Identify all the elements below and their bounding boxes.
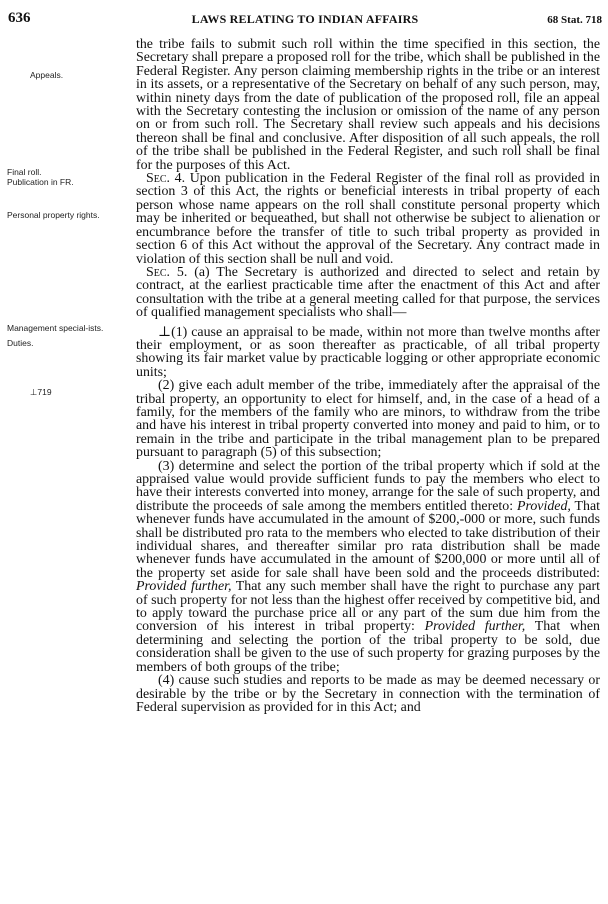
section-4-label: Sec. 4. xyxy=(146,171,186,187)
running-title: LAWS RELATING TO INDIAN AFFAIRS xyxy=(191,12,419,26)
proviso-2: Provided further, xyxy=(136,579,232,595)
body-text xyxy=(136,38,600,714)
item-1: ⊥(1) cause an appraisal to be made, within not more than twelve months after their employment, or as soon thereafter as practicable, of all tribal property showing its fair market value by practicable logging or other appropriate economic units; xyxy=(136,324,600,380)
sidenote-appeals: Appeals. xyxy=(30,70,64,80)
section-4 xyxy=(136,172,600,266)
section-5 xyxy=(136,266,600,320)
item-4: (4) cause such studies and reports to be made as may be deemed necessary or desirable by the tribe or by the Secretary in connection with the termination of Federal supervision as provided for in this Act; and xyxy=(136,673,600,715)
sidenote-duties: Duties. xyxy=(7,338,34,348)
sidenote-final-roll-line: Final roll. xyxy=(7,167,42,177)
item-3 xyxy=(136,460,600,675)
item-3-text-a: (3) determine and select the portion of the tribal property which if sold at the appraised value would provide sufficient funds to pay the members who elect to have their interests converted into money, arrange for the sale of such property, and distribute the proceeds of sale among the members entitled thereto: xyxy=(136,458,600,514)
item-3-text-b: That whenever funds have accumulated in the amount of $200,-000 or more, such funds shall be distributed pro rata to the members who elected to take distribution of their individual shares, and thereafter similar pro rata distribution shall be made whenever funds have accumulated in the amount of $200,000 or more until all of the property set aside for sale shall have been sold and the proceeds distributed: xyxy=(136,498,600,581)
section-4-text: Upon publication in the Federal Register of the final roll as provided in section 3 of this Act, the rights or beneficial interests in tribal property of each person whose name appears on the roll shall constitute personal property which may be inherited or bequeathed, but shall not otherwise be subject to alienation or encumbrance before the transfer of title to such tribal property as provided in section 6 of this Act without the approval of the Secretary. Any contract made in violation of this section shall be null and void. xyxy=(136,171,600,267)
sidenote-page-marker: ⊥719 xyxy=(30,387,52,397)
sidenote-publication-line: Publication in FR. xyxy=(7,176,74,187)
proviso-3: Provided further, xyxy=(424,619,526,635)
item-2: (2) give each adult member of the tribe, immediately after the appraisal of the tribal property, an opportunity to elect for himself, and, in the case of a head of a family, for the members of the family who are minors, to withdraw from the tribe and have his interest in tribal property converted into money and paid to him, or to remain in the tribe and participate in the tribal management plan to be prepared pursuant to paragraph (5) of this subsection; xyxy=(136,378,600,461)
sidenote-management: Management special-ists. xyxy=(7,323,104,333)
item-3-text-d: That when determining and selecting the portion of the tribal property to be sold, due consideration shall be given to the use of such property for grazing purposes by the members of both groups of the tribe; xyxy=(136,619,600,675)
paragraph-continuation: the tribe fails to submit such roll within the time specified in this section, the Secretary shall prepare a proposed roll for the tribe, which shall be published in the Federal Register. Any person claiming membership rights in the tribe or an interest in its assets, or a representative of the Secretary on behalf of any such person, may, within ninety days from the date of publication of the proposed roll, file an appeal with the Secretary contesting the inclusion or omission of the name of any person on or from such roll. The Secretary shall review such appeals and his decisions thereon shall be final and conclusive. After disposition of all such appeals, the roll of the tribe shall be published in the Federal Register, and such roll shall be final for the purposes of this Act. xyxy=(136,37,600,173)
section-5-text: (a) The Secretary is authorized and directed to select and retain by contract, at the earliest practicable time after the enactment of this Act and after consultation with the tribe at a general meeting called for that purpose, the services of qualified management specialists who shall— xyxy=(136,264,600,321)
page-number: 636 xyxy=(8,10,31,26)
proviso-1: Provided, xyxy=(516,498,571,514)
section-5-label: Sec. 5. xyxy=(146,264,188,280)
page-header xyxy=(8,10,602,32)
statute-reference: 68 Stat. 718 xyxy=(547,14,602,26)
sidenote-final-roll xyxy=(7,168,117,187)
sidenote-personal-property: Personal property rights. xyxy=(7,210,100,220)
item-3-text-c: That any such member shall have the right to purchase any part of such property for not less than the highest offer received by competitive bid, and to apply toward the purchase price all or any part of the sum due him from the conversion of his interest in tribal property: xyxy=(136,579,600,635)
